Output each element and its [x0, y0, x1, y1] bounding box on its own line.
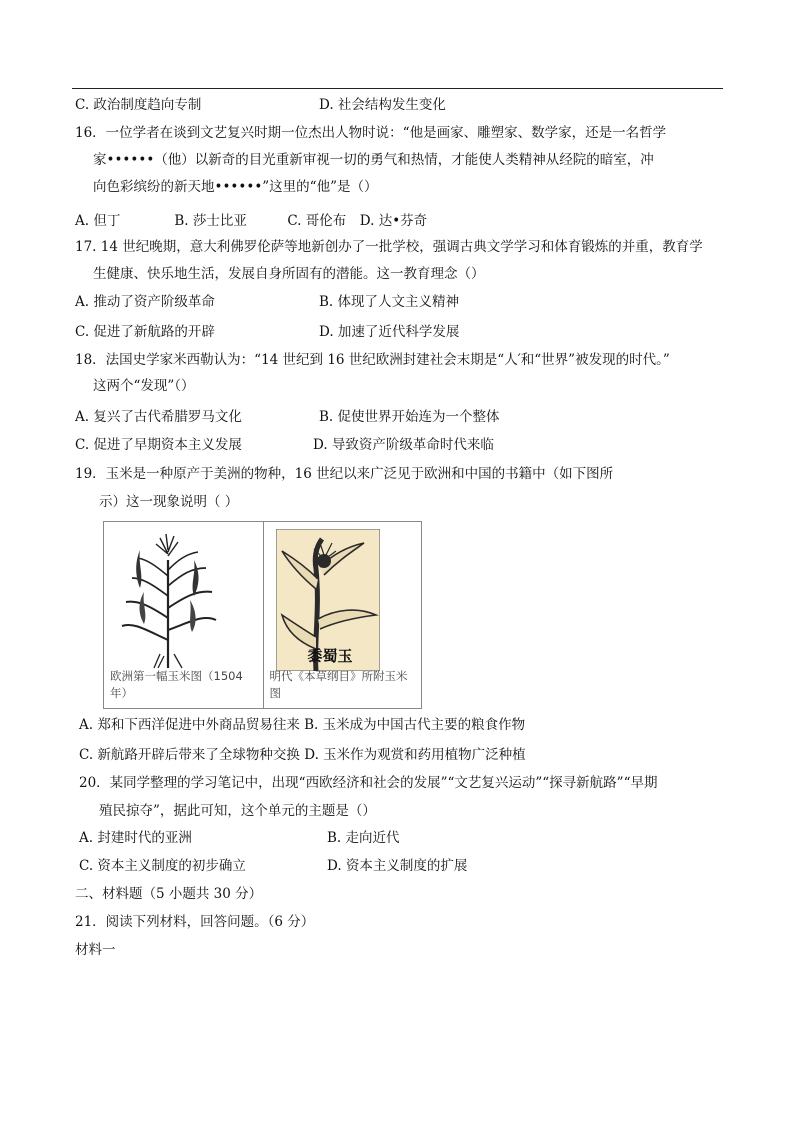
q18-option-d: D. 导致资产阶级革命时代来临 — [313, 437, 494, 453]
q20-option-a: A. 封建时代的亚洲 — [79, 830, 192, 846]
q20-line1: 20．某同学整理的学习笔记中，出现“西欧经济和社会的发展”“文艺复兴运动”“探寻新航路”“早期 — [79, 775, 658, 791]
material-label: 材料一 — [75, 942, 116, 958]
q18-option-b: B. 促使世界开始连为一个整体 — [319, 409, 500, 425]
q20-line2: 殖民掠夺”，据此可知，这个单元的主题是（） — [99, 803, 376, 819]
q20-option-b: B. 走向近代 — [327, 830, 400, 846]
q17-line2: 生健康、快乐地生活，发展自身所固有的潜能。这一教育理念（） — [93, 266, 485, 282]
q21-prompt: 21．阅读下列材料，回答问题。（6 分） — [75, 914, 315, 930]
corn-figure — [103, 521, 422, 709]
q18-option-a: A. 复兴了古代希腊罗马文化 — [75, 409, 242, 425]
q19-line2: 示）这一现象说明（ ） — [99, 494, 239, 510]
q17-option-d: D. 加速了近代科学发展 — [319, 324, 460, 340]
q20-option-d: D. 资本主义制度的扩展 — [327, 858, 468, 874]
option-d-top: D. 社会结构发生变化 — [319, 97, 446, 113]
figure-panel-china — [263, 522, 422, 708]
q17-option-a: A. 推动了资产阶级革命 — [75, 294, 215, 310]
caption-europe: 欧洲第一幅玉米图（1504年） — [110, 669, 243, 700]
header-rule — [72, 88, 723, 89]
q17-line1: 17. 14 世纪晚期，意大利佛罗伦萨等地新创办了一批学校，强调古典文学学习和体育锻炼的并重，教育学 — [75, 239, 703, 255]
q19-options-cd: C. 新航路开辟后带来了全球物种交换 D. 玉米作为观赏和药用植物广泛种植 — [79, 747, 526, 763]
seal-text: 黍蜀玉 — [306, 647, 353, 665]
q16-line1: 16．一位学者在谈到文艺复兴时期一位杰出人物时说：“他是画家、雕塑家、数学家，还是一名哲学 — [75, 125, 667, 141]
q19-line1: 19．玉米是一种原产于美洲的物种，16 世纪以来广泛见于欧洲和中国的书籍中（如下图所 — [75, 466, 614, 482]
q19-options-ab: A. 郑和下西洋促进中外商品贸易往来 B. 玉米成为中国古代主要的粮食作物 — [79, 717, 526, 733]
q17-option-c: C. 促进了新航路的开辟 — [75, 324, 215, 340]
option-c-top: C. 政治制度趋向专制 — [75, 97, 202, 113]
q17-option-b: B. 体现了人文主义精神 — [319, 294, 460, 310]
q18-option-c: C. 促进了早期资本主义发展 — [75, 437, 242, 453]
figure-panel-europe — [104, 522, 263, 708]
chinese-corn-illustration — [276, 529, 380, 671]
q16-options: A. 但丁 B. 莎士比亚 C. 哥伦布 D. 达•芬奇 — [75, 213, 428, 229]
q18-line2: 这两个“发现”（） — [93, 378, 195, 394]
q16-line2: 家••••••（他）以新奇的目光重新审视一切的勇气和热情，才能使人类精神从经院的暗室，冲 — [93, 152, 654, 168]
european-corn-illustration — [116, 530, 220, 670]
q20-option-c: C. 资本主义制度的初步确立 — [79, 858, 246, 874]
q16-line3: 向色彩缤纷的新天地••••••”这里的“他”是（） — [93, 179, 378, 195]
q18-line1: 18．法国史学家米西勒认为：“14 世纪到 16 世纪欧洲封建社会末期是“人′和“世界”被发现的时代。” — [75, 352, 670, 368]
caption-china: 明代《本草纲目》所附玉米图 — [269, 669, 408, 700]
section-heading: 二、材料题（5 小题共 30 分） — [75, 886, 263, 902]
